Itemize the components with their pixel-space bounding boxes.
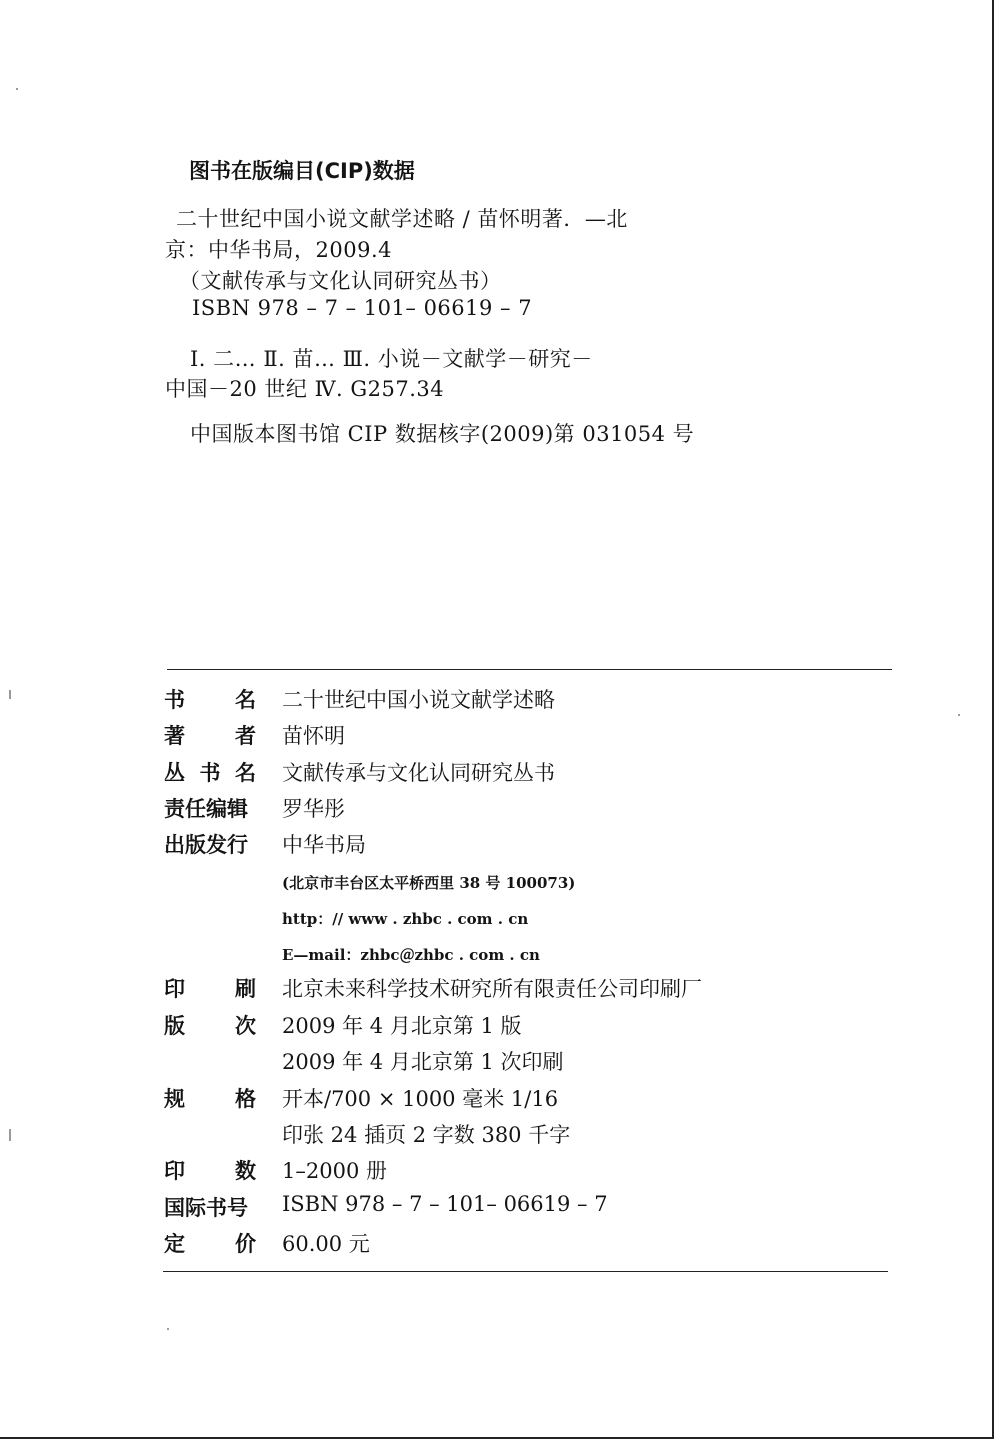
value-printer: 北京未来科学技术研究所有限责任公司印刷厂 [282,977,702,1001]
scan-speck [16,88,18,90]
label-format: 规 格 [164,1087,256,1111]
value-edition-printing: 2009 年 4 月北京第 1 次印刷 [282,1050,564,1074]
label-editor: 责任编辑 [164,797,248,821]
top-rule [167,669,892,670]
cip-line-subjects: Ⅰ. 二… Ⅱ. 苗… Ⅲ. 小说－文献学－研究－ [190,347,593,371]
label-isbn: 国际书号 [164,1196,248,1220]
label-print-run: 印 数 [164,1159,256,1183]
cip-line-isbn: ISBN 978 – 7 – 101– 06619 – 7 [192,296,533,320]
value-format-sheets: 印张 24 插页 2 字数 380 千字 [282,1123,571,1147]
scan-speck [167,1328,169,1330]
value-edition: 2009 年 4 月北京第 1 版 [282,1014,522,1038]
label-printer: 印 刷 [164,977,256,1001]
cip-line-series: （文献传承与文化认同研究丛书） [179,269,502,293]
value-publisher: 中华书局 [282,833,366,857]
publisher-address: (北京市丰台区太平桥西里 38 号 100073) [282,874,576,892]
cip-line-classification: 中国－20 世纪 Ⅳ. G257.34 [165,377,445,401]
label-book-name: 书 名 [164,688,256,712]
publisher-email: E—mail：zhbc＠zhbc . com . cn [282,946,540,964]
label-edition: 版 次 [164,1014,256,1038]
value-author: 苗怀明 [282,724,345,748]
value-print-run: 1–2000 册 [282,1159,387,1183]
value-isbn: ISBN 978 – 7 – 101– 06619 – 7 [282,1192,608,1216]
label-price: 定 价 [164,1232,256,1256]
cip-line-publisher: 京：中华书局，2009.4 [165,238,392,262]
value-price: 60.00 元 [282,1232,370,1256]
scan-speck [9,690,11,699]
cip-line-title-author: 二十世纪中国小说文献学述略 / 苗怀明著．—北 [176,207,628,231]
label-series: 丛 书 名 [164,761,256,785]
bottom-rule [163,1271,888,1272]
value-format: 开本/700 × 1000 毫米 1/16 [282,1087,559,1111]
label-publisher: 出版发行 [164,833,248,857]
cip-line-cip-number: 中国版本图书馆 CIP 数据核字(2009)第 031054 号 [190,422,695,446]
value-book-name: 二十世纪中国小说文献学述略 [282,688,555,712]
scan-speck [958,714,960,716]
cip-title: 图书在版编目(CIP)数据 [189,159,415,183]
value-editor: 罗华彤 [282,797,345,821]
value-series: 文献传承与文化认同研究丛书 [282,761,555,785]
label-author: 著 者 [164,724,256,748]
publisher-website: http：// www . zhbc . com . cn [282,910,529,928]
scan-speck [9,1129,11,1141]
